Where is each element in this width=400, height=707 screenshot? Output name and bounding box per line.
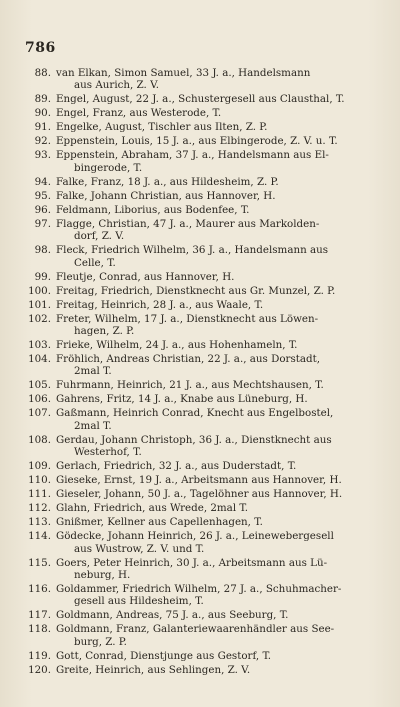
entry-line: Gödecke, Johann Heinrich, 26 J. a., Leinewebergesell xyxy=(56,530,334,543)
entry-number: 90. xyxy=(34,107,51,120)
entry-text xyxy=(56,204,368,216)
entry-number: 98. xyxy=(34,244,51,257)
page-number: 786 xyxy=(25,40,56,56)
entry-text xyxy=(56,218,368,243)
entry-text xyxy=(56,353,368,378)
entry-text xyxy=(56,135,368,147)
list-item xyxy=(28,135,368,147)
entry-line: Flagge, Christian, 47 J. a., Maurer aus Markolden- xyxy=(56,217,320,230)
list-item xyxy=(28,299,368,311)
entry-number: 97. xyxy=(34,217,51,230)
entry-number: 89. xyxy=(34,93,51,106)
entry-line: Falke, Johann Christian, aus Hannover, H. xyxy=(56,189,276,202)
entry-text xyxy=(56,244,368,269)
entry-text xyxy=(56,271,368,283)
list-item xyxy=(28,353,368,378)
entry-number: 102. xyxy=(28,312,51,325)
entry-line: gesell aus Hildesheim, T. xyxy=(74,595,204,608)
entry-number: 116. xyxy=(28,583,51,596)
entry-line: Gerlach, Friedrich, 32 J. a., aus Duderstadt, T. xyxy=(56,460,297,473)
list-item xyxy=(28,488,368,500)
entry-number: 88. xyxy=(34,67,51,79)
entry-number: 104. xyxy=(28,353,51,366)
entry-line: Glahn, Friedrich, aus Wrede, 2mal T. xyxy=(56,502,249,515)
entry-line: Freter, Wilhelm, 17 J. a., Dienstknecht aus Löwen- xyxy=(56,312,319,325)
list-item xyxy=(28,339,368,351)
list-item xyxy=(28,623,368,648)
entry-line: aus Wustrow, Z. V. und T. xyxy=(74,542,205,555)
entry-number: 95. xyxy=(34,189,51,202)
list-item xyxy=(28,474,368,486)
list-item xyxy=(28,434,368,459)
entry-text xyxy=(56,530,368,555)
entry-line: Gieseler, Johann, 50 J. a., Tagelöhner aus Hannover, H. xyxy=(56,488,343,501)
entry-text xyxy=(56,583,368,608)
entry-line: Eppenstein, Abraham, 37 J. a., Handelsmann aus El- xyxy=(56,149,329,162)
entry-line: Goldmann, Franz, Galanteriewaarenhändler aus See- xyxy=(56,623,335,636)
entry-line: Engel, August, 22 J. a., Schustergesell aus Clausthal, T. xyxy=(56,93,345,106)
entry-line: van Elkan, Simon Samuel, 33 J. a., Handelsmann xyxy=(56,67,311,79)
entry-text xyxy=(56,407,368,432)
entry-line: Fuhrmann, Heinrich, 21 J. a., aus Mechtshausen, T. xyxy=(56,379,324,392)
entry-number: 96. xyxy=(34,203,51,216)
entry-number: 113. xyxy=(28,516,51,529)
entry-line: Falke, Franz, 18 J. a., aus Hildesheim, Z. P. xyxy=(56,175,279,188)
entry-line: Gaßmann, Heinrich Conrad, Knecht aus Engelbostel, xyxy=(56,407,334,420)
list-item xyxy=(28,407,368,432)
list-item xyxy=(28,502,368,514)
entry-number: 110. xyxy=(28,474,51,487)
entry-line: Goldammer, Friedrich Wilhelm, 27 J. a., Schuhmacher- xyxy=(56,583,342,596)
entry-number: 93. xyxy=(34,149,51,162)
entry-number: 92. xyxy=(34,135,51,148)
entry-number: 91. xyxy=(34,121,51,134)
entry-text xyxy=(56,557,368,582)
list-item xyxy=(28,557,368,582)
list-item xyxy=(28,121,368,133)
entry-line: Gerdau, Johann Christoph, 36 J. a., Dienstknecht aus xyxy=(56,433,332,446)
entry-number: 107. xyxy=(28,407,51,420)
entry-text xyxy=(56,313,368,338)
entry-line: Westerhof, T. xyxy=(74,446,142,459)
entry-number: 119. xyxy=(28,649,51,662)
entry-text xyxy=(56,149,368,174)
entry-line: Engel, Franz, aus Westerode, T. xyxy=(56,107,222,120)
entry-line: bingerode, T. xyxy=(74,161,143,174)
list-item xyxy=(28,204,368,216)
entry-line: Fleck, Friedrich Wilhelm, 36 J. a., Handelsmann aus xyxy=(56,244,329,257)
entry-text xyxy=(56,107,368,119)
list-item xyxy=(28,107,368,119)
entry-line: hagen, Z. P. xyxy=(74,325,135,338)
entry-line: Celle, T. xyxy=(74,256,116,269)
entry-text xyxy=(56,67,368,92)
list-item xyxy=(28,516,368,528)
entry-line: burg, Z. P. xyxy=(74,635,127,648)
list-item xyxy=(28,67,368,92)
list-item xyxy=(28,313,368,338)
entry-number: 115. xyxy=(28,556,51,569)
entry-text xyxy=(56,339,368,351)
entry-text xyxy=(56,650,368,662)
list-item xyxy=(28,190,368,202)
entry-number: 105. xyxy=(28,379,51,392)
list-item xyxy=(28,650,368,662)
entry-text xyxy=(56,190,368,202)
entry-text xyxy=(56,393,368,405)
entry-text xyxy=(56,299,368,311)
entry-text xyxy=(56,488,368,500)
list-item xyxy=(28,393,368,405)
entry-text xyxy=(56,516,368,528)
entry-text xyxy=(56,664,368,676)
entry-number: 94. xyxy=(34,175,51,188)
list-item xyxy=(28,149,368,174)
list-item xyxy=(28,609,368,621)
entry-number: 111. xyxy=(28,488,51,501)
entry-line: Engelke, August, Tischler aus Ilten, Z. P. xyxy=(56,121,268,134)
entry-number: 117. xyxy=(28,609,51,622)
entry-line: Gieseke, Ernst, 19 J. a., Arbeitsmann aus Hannover, H. xyxy=(56,474,342,487)
entry-line: 2mal T. xyxy=(74,419,112,432)
entry-number: 99. xyxy=(34,270,51,283)
entry-list xyxy=(28,67,368,676)
entry-line: Goldmann, Andreas, 75 J. a., aus Seeburg, T. xyxy=(56,609,289,622)
entry-line: Gahrens, Fritz, 14 J. a., Knabe aus Lüneburg, H. xyxy=(56,393,308,406)
entry-text xyxy=(56,460,368,472)
entry-number: 109. xyxy=(28,460,51,473)
entry-number: 112. xyxy=(28,502,51,515)
list-item xyxy=(28,271,368,283)
entry-line: Fleutje, Conrad, aus Hannover, H. xyxy=(56,270,235,283)
list-item xyxy=(28,244,368,269)
entry-text xyxy=(56,285,368,297)
entry-line: Greite, Heinrich, aus Sehlingen, Z. V. xyxy=(56,663,251,676)
list-item xyxy=(28,379,368,391)
entry-text xyxy=(56,609,368,621)
entry-text xyxy=(56,93,368,105)
entry-text xyxy=(56,474,368,486)
entry-number: 100. xyxy=(28,284,51,297)
entry-number: 106. xyxy=(28,393,51,406)
entry-number: 114. xyxy=(28,530,51,543)
entry-line: Eppenstein, Louis, 15 J. a., aus Elbingerode, Z. V. u. T. xyxy=(56,135,338,148)
entry-line: Goers, Peter Heinrich, 30 J. a., Arbeitsmann aus Lü- xyxy=(56,556,328,569)
entry-line: 2mal T. xyxy=(74,365,112,378)
entry-line: dorf, Z. V. xyxy=(74,230,125,243)
list-item xyxy=(28,664,368,676)
entry-text xyxy=(56,176,368,188)
entry-text xyxy=(56,379,368,391)
entry-line: neburg, H. xyxy=(74,569,131,582)
entry-line: Fröhlich, Andreas Christian, 22 J. a., aus Dorstadt, xyxy=(56,353,321,366)
list-item xyxy=(28,285,368,297)
entry-number: 120. xyxy=(28,663,51,676)
entry-line: Feldmann, Liborius, aus Bodenfee, T. xyxy=(56,203,250,216)
entry-line: aus Aurich, Z. V. xyxy=(74,79,159,92)
entry-line: Freitag, Friedrich, Dienstknecht aus Gr. Munzel, Z. P. xyxy=(56,284,336,297)
entry-number: 103. xyxy=(28,339,51,352)
entry-text xyxy=(56,121,368,133)
entry-text xyxy=(56,434,368,459)
list-item xyxy=(28,583,368,608)
list-item xyxy=(28,460,368,472)
entry-line: Gott, Conrad, Dienstjunge aus Gestorf, T. xyxy=(56,649,272,662)
entry-line: Frieke, Wilhelm, 24 J. a., aus Hohenhameln, T. xyxy=(56,339,298,352)
entry-line: Freitag, Heinrich, 28 J. a., aus Waale, T. xyxy=(56,298,264,311)
list-item xyxy=(28,176,368,188)
entry-number: 118. xyxy=(28,623,51,636)
entry-line: Gnißmer, Kellner aus Capellenhagen, T. xyxy=(56,516,263,529)
entry-number: 101. xyxy=(28,298,51,311)
list-item xyxy=(28,93,368,105)
entry-text xyxy=(56,502,368,514)
list-item xyxy=(28,530,368,555)
entry-number: 108. xyxy=(28,433,51,446)
entry-text xyxy=(56,623,368,648)
list-item xyxy=(28,218,368,243)
